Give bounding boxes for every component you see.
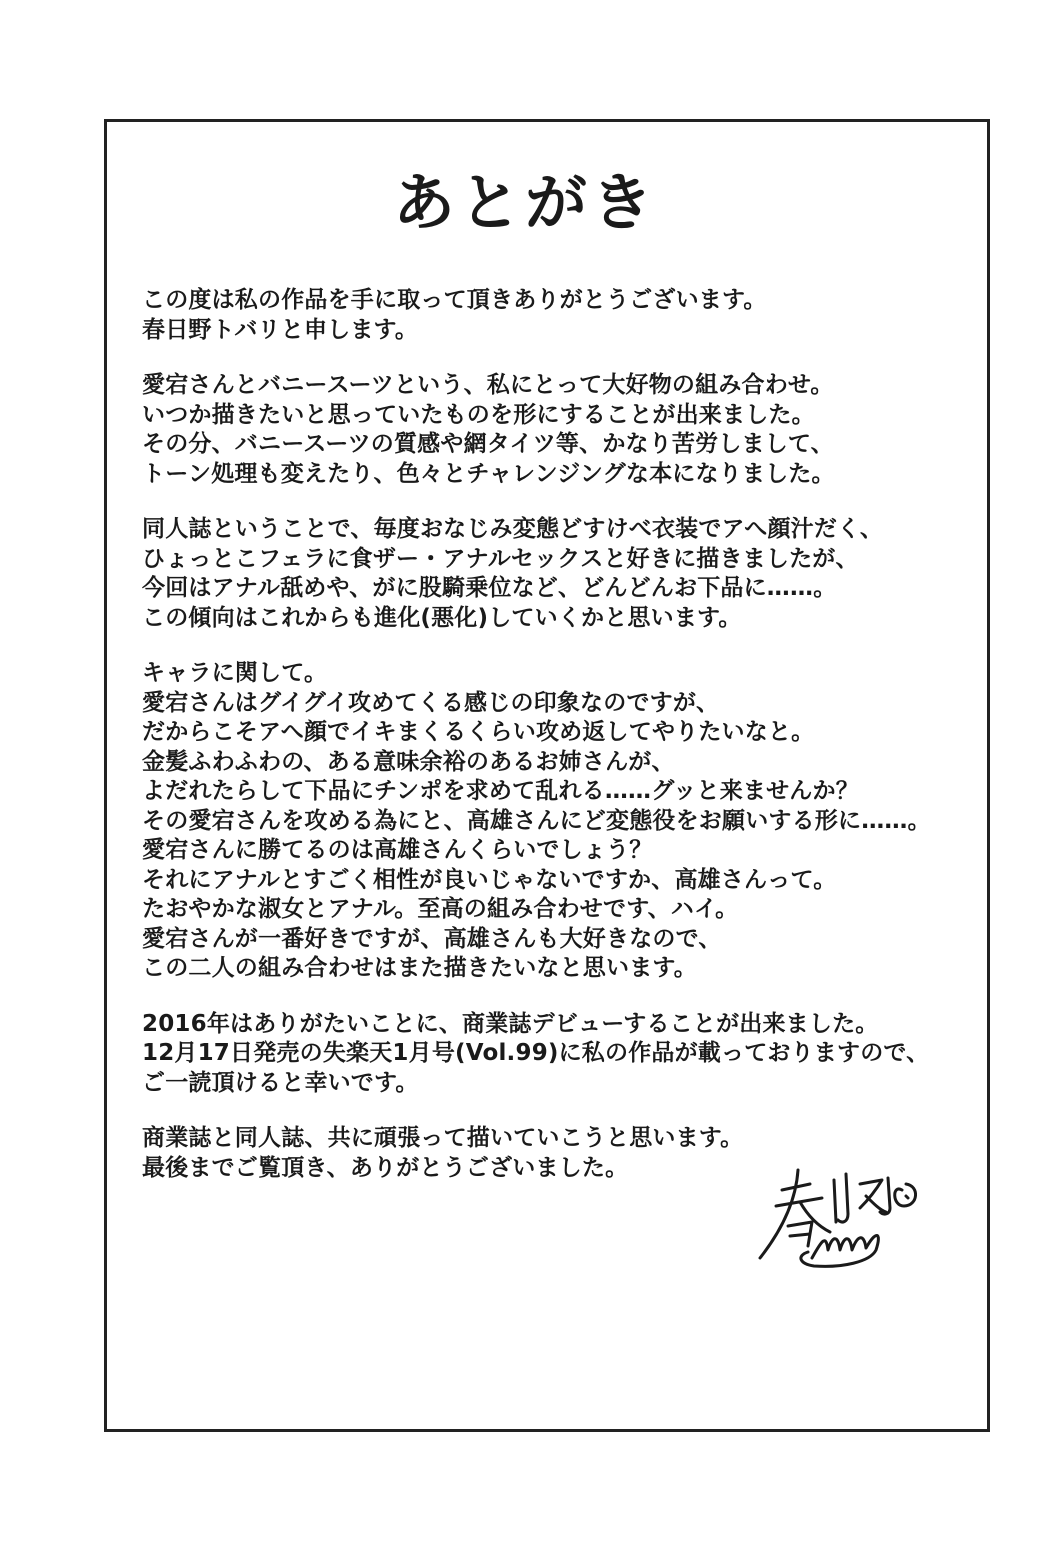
- signature-stroke: [834, 1174, 890, 1222]
- text-line: たおやかな淑女とアナル。至高の組み合わせです、ハイ。: [142, 896, 739, 922]
- text-line: 春日野トバリと申します。: [142, 316, 419, 343]
- paragraph-bunny-suit: [142, 371, 982, 489]
- text-line: その愛宕さんを攻める為にと、高雄さんにど変態役をお願いする形に……。: [142, 807, 931, 834]
- afterword-title: あとがき: [392, 166, 657, 239]
- author-signature: [752, 1150, 952, 1280]
- text-line: ご一読頂けると幸いです。: [142, 1069, 419, 1096]
- text-line: この二人の組み合わせはまた描きたいなと思います。: [142, 955, 697, 981]
- text-line: 愛宕さんに勝てるのは高雄さんくらいでしょう？: [142, 837, 653, 863]
- paragraph-commercial-debut: [142, 1010, 982, 1099]
- text-line: 愛宕さんが一番好きですが、高雄さんも大好きなので、: [142, 925, 722, 952]
- text-line: 最後までご覧頂き、ありがとうございました。: [142, 1154, 629, 1181]
- text-line: 商業誌と同人誌、共に頑張って描いていこうと思います。: [142, 1125, 744, 1151]
- text-line: 今回はアナル舐めや、がに股騎乗位など、どんどんお下品に……。: [142, 575, 837, 601]
- text-line: 2016年はありがたいことに、商業誌デビューすることが出来ました。: [142, 1010, 879, 1037]
- afterword-body: [142, 286, 982, 1209]
- text-line: 金髪ふわふわの、ある意味余裕のあるお姉さんが、: [142, 748, 675, 775]
- paragraph-greeting: [142, 286, 982, 345]
- text-line: 愛宕さんとバニースーツという、私にとって大好物の組み合わせ。: [142, 372, 834, 398]
- text-line: 12月17日発売の失楽天1月号(Vol.99)に私の作品が載っておりますので、: [142, 1040, 930, 1066]
- signature-stroke: [895, 1184, 916, 1206]
- text-line: それにアナルとすごく相性が良いじゃないですか、高雄さんって。: [142, 866, 837, 893]
- text-line: 愛宕さんはグイグイ攻めてくる感じの印象なのですが、: [142, 689, 720, 716]
- text-line: キャラに関して。: [142, 660, 328, 686]
- signature-stroke: [801, 1235, 878, 1266]
- text-line: ひょっとこフェラに食ザー・アナルセックスと好きに描きましたが、: [142, 545, 859, 572]
- paragraph-doujinshi: [142, 515, 982, 633]
- text-line: その分、バニースーツの質感や網タイツ等、かなり苦労しまして、: [142, 431, 834, 457]
- paragraph-characters: [142, 659, 982, 984]
- text-line: 同人誌ということで、毎度おなじみ変態どすけべ衣装でアへ顔汁だく、: [142, 516, 884, 542]
- text-line: この度は私の作品を手に取って頂きありがとうございます。: [142, 287, 767, 313]
- text-line: よだれたらして下品にチンポを求めて乱れる……グッと来ませんか？: [142, 778, 859, 804]
- text-line: この傾向はこれからも進化(悪化)していくかと思います。: [142, 604, 742, 631]
- text-line: トーン処理も変えたり、色々とチャレンジングな本になりました。: [142, 460, 835, 487]
- text-line: だからこそアへ顔でイキまくるくらい攻め返してやりたいなと。: [142, 719, 815, 745]
- text-line: いつか描きたいと思っていたものを形にすることが出来ました。: [142, 401, 815, 428]
